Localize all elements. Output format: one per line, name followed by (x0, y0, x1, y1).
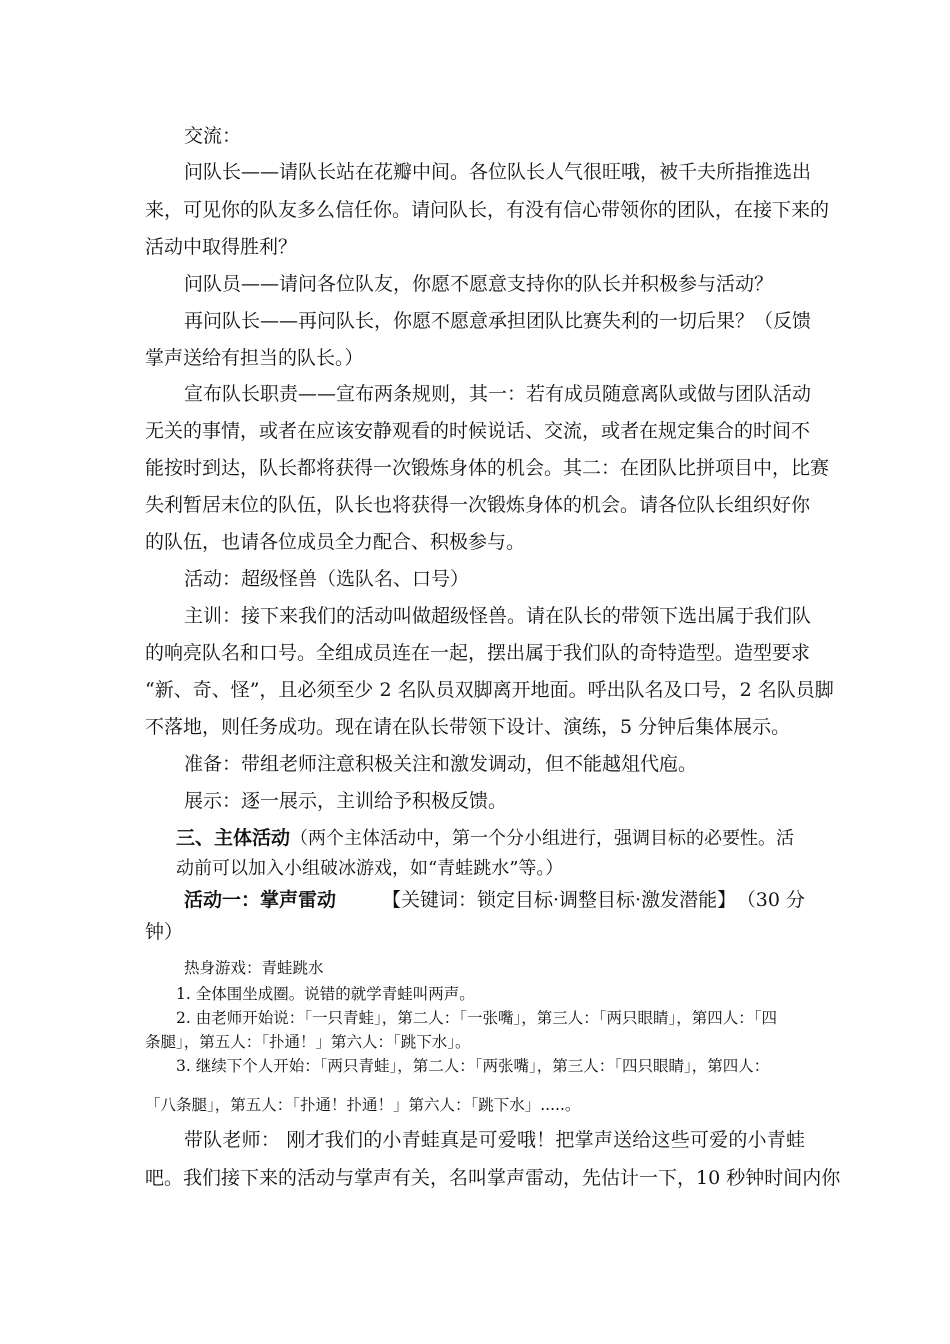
section-3-note-line2: 动前可以加入小组破冰游戏，如“青蛙跳水”等。） (176, 858, 564, 879)
paragraph-ask-again-line2: 掌声送给有担当的队长。） (145, 347, 364, 369)
paragraph-ask-captain-line1: 问队长——请队长站在花瓣中间。各位队长人气很旺哦，被千夫所指推选出 (184, 161, 812, 183)
warmup-step-2-line2: 条腿」，第五人：「扑通！」第六人：「跳下水」。 (145, 1033, 471, 1051)
paragraph-ask-captain-line3: 活动中取得胜利？ (145, 236, 298, 258)
warmup-step-1: 1. 全体围坐成圈。说错的就学青蛙叫两声。 (176, 985, 475, 1003)
warmup-step-2-line1: 2. 由老师开始说：「一只青蛙」，第二人：「一张嘴」，第三人：「两只眼睛」，第四人：「四 (176, 1009, 777, 1027)
section-3-title: 三、主体活动 (176, 827, 291, 849)
paragraph-trainer-line2: 的响亮队名和口号。全组成员连在一起，摆出属于我们队的奇特造型。造型要求 (145, 642, 811, 664)
paragraph-closing-line1: 带队老师： 刚才我们的小青蛙真是可爱哦！把掌声送给这些可爱的小青蛙 (184, 1129, 805, 1151)
activity-1-duration-cont: 钟） (145, 921, 184, 943)
paragraph-prepare: 准备：带组老师注意积极关注和激发调动，但不能越俎代庖。 (184, 753, 698, 775)
paragraph-trainer-line4: 不落地，则任务成功。现在请在队长带领下设计、演练，5 分钟后集体展示。 (145, 716, 791, 738)
warmup-step-3-line2: 「八条腿」，第五人：「扑通！扑通！」第六人：「跳下水」.....。 (145, 1096, 581, 1114)
paragraph-ask-again-line1: 再问队长——再问队长，你愿不愿意承担团队比赛失利的一切后果？（反馈 (184, 310, 812, 332)
paragraph-exchange: 交流： (184, 125, 242, 147)
paragraph-duties-line3: 能按时到达，队长都将获得一次锻炼身体的机会。其二：在团队比拼项目中，比赛 (145, 457, 830, 479)
paragraph-activity-monster: 活动：超级怪兽（选队名、口号） (184, 568, 470, 590)
activity-1-duration: （30 分 (736, 889, 805, 911)
paragraph-duties-line4: 失利暂居末位的队伍，队长也将获得一次锻炼身体的机会。请各位队长组织好你 (145, 494, 811, 516)
paragraph-display: 展示：逐一展示，主训给予积极反馈。 (184, 790, 508, 812)
section-3-heading (176, 826, 794, 851)
paragraph-trainer-line1: 主训：接下来我们的活动叫做超级怪兽。请在队长的带领下选出属于我们队 (184, 605, 812, 627)
activity-1-heading (184, 888, 805, 912)
paragraph-duties-line1: 宣布队长职责——宣布两条规则，其一：若有成员随意离队或做与团队活动 (184, 383, 812, 405)
paragraph-trainer-line3: “新、奇、怪”，且必须至少 2 名队员双脚离开地面。呼出队名及口号，2 名队员脚 (145, 679, 834, 701)
activity-1-keywords: 【关键词：锁定目标·调整目标·激发潜能】 (382, 889, 737, 911)
paragraph-duties-line2: 无关的事情，或者在应该安静观看的时候说话、交流，或者在规定集合的时间不 (145, 420, 811, 442)
paragraph-closing-line2: 吧。我们接下来的活动与掌声有关，名叫掌声雷动，先估计一下，10 秒钟时间内你 (145, 1167, 841, 1189)
section-3-note-line1: （两个主体活动中，第一个分小组进行，强调目标的必要性。活 (290, 828, 795, 849)
warmup-title: 热身游戏：青蛙跳水 (184, 959, 324, 977)
warmup-step-3-line1: 3. 继续下个人开始：「两只青蛙」，第二人：「两张嘴」，第三人：「四只眼睛」，第四人： (176, 1057, 770, 1075)
paragraph-ask-members: 问队员——请问各位队友，你愿不愿意支持你的队长并积极参与活动？ (184, 273, 774, 295)
paragraph-duties-line5: 的队伍，也请各位成员全力配合、积极参与。 (145, 531, 526, 553)
activity-1-title: 活动一：掌声雷动 (184, 889, 337, 911)
paragraph-ask-captain-line2: 来，可见你的队友多么信任你。请问队长，有没有信心带领你的团队，在接下来的 (145, 199, 830, 221)
